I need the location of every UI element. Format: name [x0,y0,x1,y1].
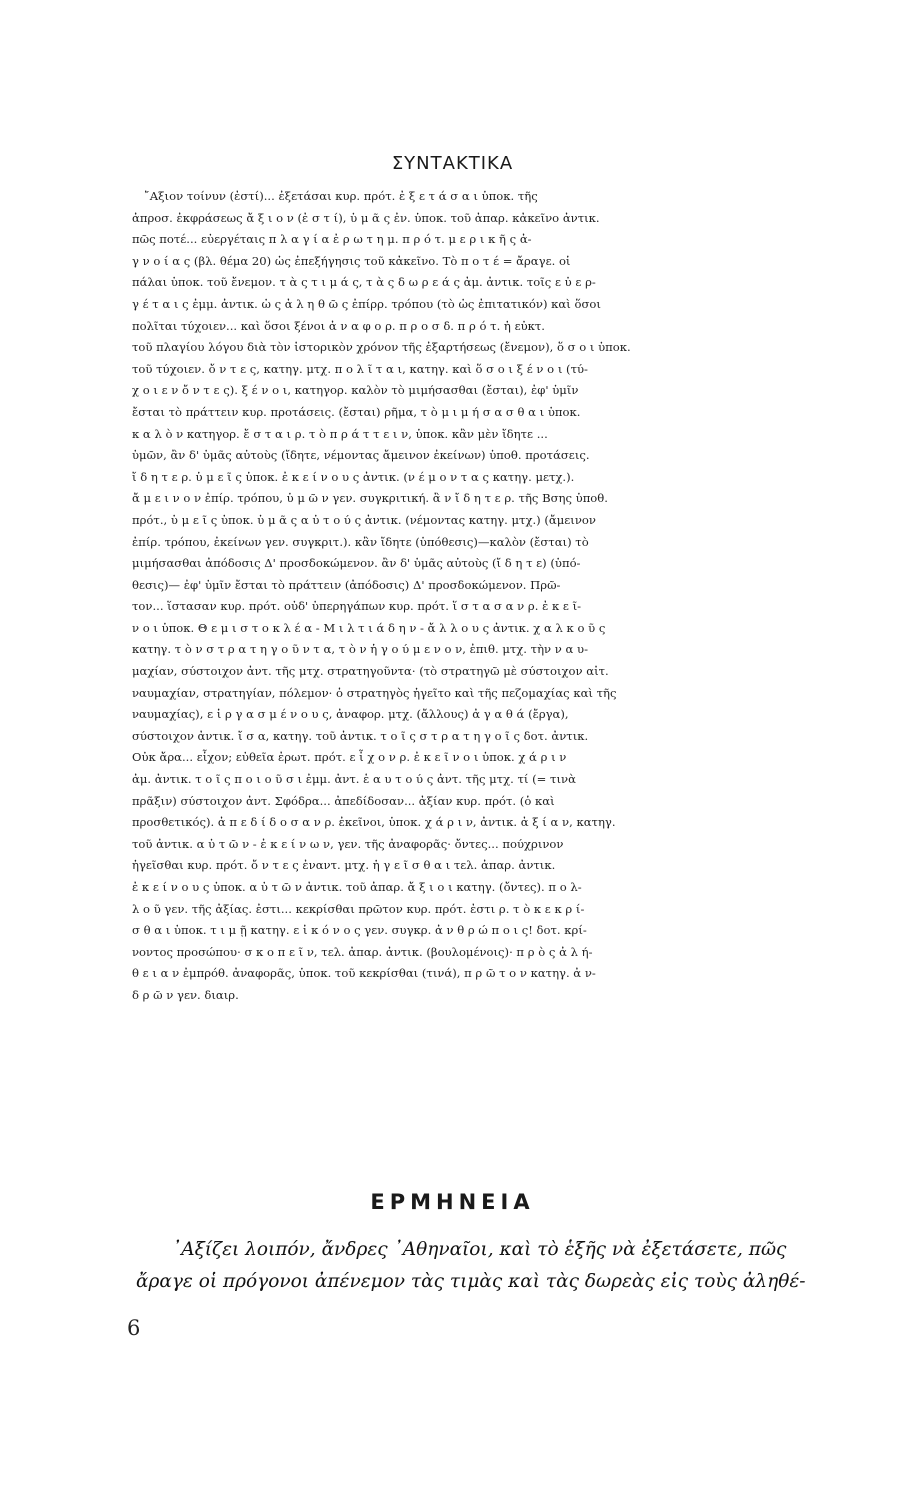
syntax-line: ὑμῶν, ἂν δ' ὑμᾶς αὐτοὺς (ἴδητε, νέμοντας ἄμεινον ἐκείνων) ὑποθ. προτάσεις. [132,448,590,463]
syntax-line: ἐ κ ε ί ν ο υ ς ὑποκ. α ὐ τ ῶ ν ἀντικ. τοῦ ἀπαρ. ἄ ξ ι ο ι κατηγ. (ὄντες). π ο λ- [132,880,582,894]
syntax-line: τοῦ ἀντικ. α ὐ τ ῶ ν - ἐ κ ε ί ν ω ν, γεν. τῆς ἀναφορᾶς· ὄντες... πούχρινον [132,836,564,851]
syntax-line: θεσις)— ἐφ' ὑμῖν ἔσται τὸ πράττειν (ἀπόδοσις) Δ' προσδοκώμενον. Πρῶ- [132,577,561,592]
syntax-line: ἴ δ η τ ε ρ. ὑ μ ε ῖ ς ὑποκ. ἐ κ ε ί ν ο υ ς ἀντικ. (ν έ μ ο ν τ α ς κατηγ. μετχ.). [132,469,575,484]
syntax-line: ἐπίρ. τρόπου, ἐκείνων γεν. συγκριτ.). κἂν ἴδητε (ὑπόθεσις)—καλὸν (ἔσται) τὸ [132,534,589,549]
translation-line: ᾿Αξίζει λοιπόν, ἄνδρες ᾿Αθηναῖοι, καὶ τὸ ἑξῆς νὰ ἐξετάσετε, πῶς [172,1239,787,1260]
syntax-line: λ ο ῦ γεν. τῆς ἀξίας. ἐστι... κεκρίσθαι πρῶτον κυρ. πρότ. ἐστι ρ. τ ὸ κ ε κ ρ ί- [132,901,585,916]
syntax-line: ἡγεῖσθαι κυρ. πρότ. ὄ ν τ ε ς ἐναντ. μτχ. ἡ γ ε ῖ σ θ α ι τελ. ἀπαρ. ἀντικ. [132,858,556,873]
syntax-line: τον... ἵστασαν κυρ. πρότ. οὐδ' ὑπερηγάπων κυρ. πρότ. ἵ σ τ α σ α ν ρ. ἐ κ ε ῖ- [132,599,582,614]
syntax-line: πάλαι ὑποκ. τοῦ ἔνεμον. τ ὰ ς τ ι μ ά ς, τ ὰ ς δ ω ρ ε ά ς ἀμ. ἀντικ. τοῖς ε ὐ ε ρ- [132,275,596,290]
syntax-line: ἔσται τὸ πράττειν κυρ. προτάσεις. (ἔσται) ρῆμα, τ ὸ μ ι μ ή σ α σ θ α ι ὑποκ. [132,404,581,419]
syntax-analysis-text [132,186,824,1007]
syntax-line: νοντος προσώπου· σ κ ο π ε ῖ ν, τελ. ἀπαρ. ἀντικ. (βουλομένοις)· π ρ ὸ ς ἀ λ ή- [132,944,593,959]
translation-line: ἄραγε οἱ πρόγονοι ἀπένεμον τὰς τιμὰς καὶ τὰς δωρεὰς εἰς τοὺς ἀληθέ- [136,1271,806,1292]
syntax-line: πρᾶξιν) σύστοιχον ἀντ. Σφόδρα... ἀπεδίδοσαν... ἀξίαν κυρ. πρότ. (ὁ καὶ [132,793,555,808]
syntax-line: μιμήσασθαι ἀπόδοσις Δ' προσδοκώμενον. ἂν δ' ὑμᾶς αὐτοὺς (ἴ δ η τ ε) (ὑπό- [132,556,581,571]
syntax-line: πρότ., ὑ μ ε ῖ ς ὑποκ. ὑ μ ᾶ ς α ὐ τ ο ύ ς ἀντικ. (νέμοντας κατηγ. μτχ.) (ἄμεινον [132,512,596,527]
page-number: 6 [127,1316,141,1340]
syntax-line: μαχίαν, σύστοιχον ἀντ. τῆς μτχ. στρατηγοῦντα· (τὸ στρατηγῶ μὲ σύστοιχον αἰτ. [132,664,609,679]
syntax-line: ν ο ι ὑποκ. Θ ε μ ι σ τ ο κ λ έ α - Μ ι λ τ ι ά δ η ν - ἄ λ λ ο υ ς ἀντικ. χ α λ κ ο ῦ ς [132,620,606,635]
syntax-line: θ ε ι α ν ἐμπρόθ. ἀναφορᾶς, ὑποκ. τοῦ κεκρίσθαι (τινά), π ρ ῶ τ ο ν κατηγ. ἀ ν- [132,966,596,981]
translation-text [136,1234,826,1298]
syntax-line: κατηγ. τ ὸ ν σ τ ρ α τ η γ ο ῦ ν τ α, τ ὸ ν ἡ γ ο ύ μ ε ν ο ν, ἐπιθ. μτχ. τὴν ν α υ- [132,642,588,657]
syntax-line: ἀμ. ἀντικ. τ ο ῖ ς π ο ι ο ῦ σ ι ἐμμ. ἀντ. ἑ α υ τ ο ύ ς ἀντ. τῆς μτχ. τί (= τινὰ [132,772,576,787]
syntax-line: ἀπροσ. ἐκφράσεως ἄ ξ ι ο ν (ἐ σ τ ί), ὑ μ ᾶ ς ἐν. ὑποκ. τοῦ ἀπαρ. κἀκεῖνο ἀντικ. [132,210,600,225]
syntax-line: γ έ τ α ι ς ἐμμ. ἀντικ. ὡ ς ἀ λ η θ ῶ ς ἐπίρρ. τρόπου (τὸ ὡς ἐπιτατικόν) καὶ ὅσοι [132,296,601,311]
section-title-syntax: ΣΥΝΤΑΚΤΙΚΑ [391,153,514,174]
syntax-line: γ ν ο ί α ς (βλ. θέμα 20) ὡς ἐπεξήγησις τοῦ κἀκεῖνο. Τὸ π ο τ έ = ἄραγε. οἱ [132,253,571,268]
syntax-line: προσθετικός). ἀ π ε δ ί δ ο σ α ν ρ. ἐκεῖνοι, ὑποκ. χ ά ρ ι ν, ἀντικ. ἀ ξ ί α ν, κατηγ. [132,815,616,830]
syntax-line: Οὐκ ἄρα... εἶχον; εὐθεῖα ἐρωτ. πρότ. ε ἶ χ ο ν ρ. ἐ κ ε ῖ ν ο ι ὑποκ. χ ά ρ ι ν [132,750,567,765]
syntax-line: σ θ α ι ὑποκ. τ ι μ ῇ κατηγ. ε ἰ κ ό ν ο ς γεν. συγκρ. ἀ ν θ ρ ώ π ο ι ς! δοτ. κρί- [132,923,587,938]
syntax-line: ναυμαχίαν, στρατηγίαν, πόλεμον· ὁ στρατηγὸς ἡγεῖτο καὶ τῆς πεζομαχίας καὶ τῆς [132,685,617,700]
syntax-line: ῎Αξιον τοίνυν (ἐστί)... ἐξετάσαι κυρ. πρότ. ἐ ξ ε τ ά σ α ι ὑποκ. τῆς [144,189,538,203]
syntax-line: τοῦ τύχοιεν. ὄ ν τ ε ς, κατηγ. μτχ. π ο λ ῖ τ α ι, κατηγ. καὶ ὅ σ ο ι ξ έ ν ο ι (τύ- [132,361,588,376]
syntax-line: ἄ μ ε ι ν ο ν ἐπίρ. τρόπου, ὑ μ ῶ ν γεν. συγκριτική. ἂ ν ἴ δ η τ ε ρ. τῆς Βσης ὑποθ. [132,491,608,506]
syntax-line: χ ο ι ε ν ὄ ν τ ε ς). ξ έ ν ο ι, κατηγορ. καλὸν τὸ μιμήσασθαι (ἔσται), ἐφ' ὑμῖν [132,383,579,398]
syntax-line: πῶς ποτέ... εὐεργέταις π λ α γ ί α ἐ ρ ω τ η μ. π ρ ό τ. μ ε ρ ι κ ῆ ς ἀ- [132,232,532,247]
syntax-line: τοῦ πλαγίου λόγου διὰ τὸν ἱστορικὸν χρόνον τῆς ἐξαρτήσεως (ἔνεμον), ὅ σ ο ι ὑποκ. [132,340,631,355]
syntax-line: δ ρ ῶ ν γεν. διαιρ. [132,987,239,1002]
syntax-line: κ α λ ὸ ν κατηγορ. ἔ σ τ α ι ρ. τ ὸ π ρ ά τ τ ε ι ν, ὑποκ. κἂν μὲν ἴδητε ... [132,426,548,441]
syntax-line: πολῖται τύχοιεν... καὶ ὅσοι ξένοι ἀ ν α φ ο ρ. π ρ ο σ δ. π ρ ό τ. ἡ εὐκτ. [132,318,545,333]
syntax-line: σύστοιχον ἀντικ. ἴ σ α, κατηγ. τοῦ ἀντικ. τ ο ῖ ς σ τ ρ α τ η γ ο ῖ ς δοτ. ἀντικ. [132,728,589,743]
section-title-translation: ΕΡΜΗΝΕΙΑ [370,1190,535,1214]
syntax-line: ναυμαχίας), ε ἰ ρ γ α σ μ έ ν ο υ ς, ἀναφορ. μτχ. (ἄλλους) ἀ γ α θ ά (ἔργα), [132,707,569,722]
